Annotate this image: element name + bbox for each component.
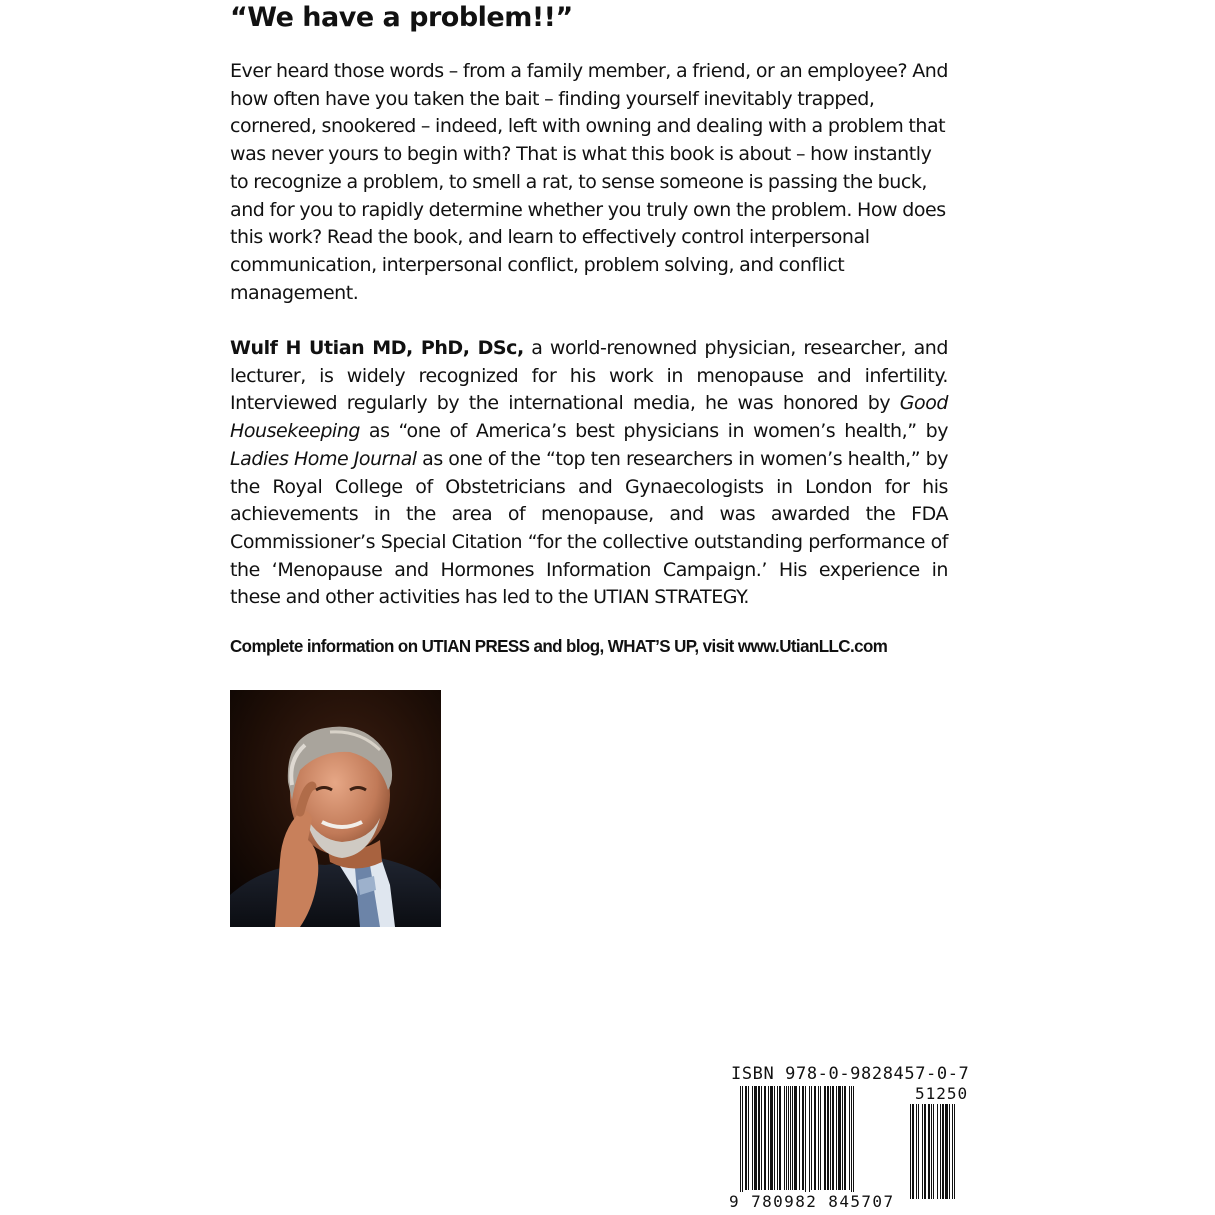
barcode-bar [849, 1086, 850, 1190]
barcode-bar [910, 1104, 911, 1199]
barcode-bar [952, 1104, 953, 1199]
page-title: “We have a problem!!” [230, 2, 573, 33]
barcode-addon-number: 51250 [915, 1084, 969, 1103]
barcode-bar [830, 1086, 831, 1190]
barcode-bar [912, 1104, 914, 1199]
publication-good-housekeeping: Good Housekeeping [230, 392, 948, 443]
price-addon-barcode [910, 1104, 982, 1199]
barcode-bar [754, 1086, 757, 1190]
barcode-bar [752, 1086, 753, 1190]
barcode-bar [942, 1104, 944, 1199]
bio-text-2: as “one of America’s best physicians in women’s health,” by [359, 420, 948, 443]
barcode-bar [774, 1086, 775, 1190]
barcode-bar [770, 1086, 773, 1190]
barcode-bar [827, 1086, 829, 1190]
barcode-bar [924, 1104, 926, 1199]
barcode-bar [786, 1086, 787, 1190]
publisher-info-line: Complete information on UTIAN PRESS and blog, WHAT’S UP, visit www.UtianLLC.com [230, 636, 888, 656]
author-name: Wulf H Utian MD, PhD, DSc, [230, 337, 524, 359]
barcode-bar [818, 1086, 819, 1190]
barcode-bar [824, 1086, 826, 1190]
author-portrait-image [230, 690, 441, 927]
intro-paragraph: Ever heard those words – from a family member, a friend, or an employee? And how often have you taken the bait – finding yourself inevitably trapped, cornered, snookered – indeed, left with owning and dealing with a problem that was never yours to begin with? That is what this book is about – how instantly to recognize a problem, to smell a rat, to sense someone is passing the buck, and for you to rapidly determine whether you truly own the problem. How does this work? Read the book, and learn to effectively control interpersonal communication, interpersonal conflict, problem solving, and conflict management. [230, 60, 948, 304]
barcode-bar [777, 1086, 778, 1190]
barcode-bar [832, 1086, 834, 1190]
bio-text-1: a world-renowned physician, researcher, and lecturer, is widely recognized for his work in menopause and infertility. Interviewed regularly by the international media, he was honored by [230, 337, 948, 415]
barcode-bar [945, 1104, 948, 1199]
barcode-bar [788, 1086, 789, 1190]
barcode-bar [814, 1086, 816, 1190]
barcode-bar [761, 1086, 762, 1190]
barcode-bar [764, 1086, 766, 1190]
barcode-bar [916, 1104, 917, 1199]
barcode-bar [792, 1086, 793, 1190]
barcode-bar [844, 1086, 846, 1190]
barcode-bar [928, 1104, 930, 1199]
barcode-bar [940, 1104, 941, 1199]
barcode-bar [740, 1086, 741, 1200]
barcode-bar [805, 1086, 806, 1200]
barcode-bar [949, 1104, 950, 1199]
barcode-digits: 9 780982 845707 [729, 1192, 895, 1211]
barcode-bar [954, 1104, 955, 1199]
author-photo [230, 690, 441, 927]
bio-text-3: as one of the “top ten researchers in women’s health,” by the Royal College of Obstetricians and Gynaecologists in London for his achievements in the area of menopause, and was awarded the FDA Commissioner’s Special Citation “for the collective outstanding performance of the ‘Menopause and Hormones Information Campaign.’ His experience in these and other activities has led to the UTIAN STRATEGY. [230, 447, 948, 609]
isbn-label: ISBN 978-0-9828457-0-7 [731, 1064, 970, 1084]
barcode-bar [842, 1086, 843, 1190]
barcode-bar [745, 1086, 747, 1190]
barcode-bar [820, 1086, 821, 1190]
barcode-bar [933, 1104, 934, 1199]
barcode-bar [748, 1086, 749, 1190]
barcode-bar [768, 1086, 769, 1190]
barcode-bar [838, 1086, 841, 1190]
barcode-bar [811, 1086, 812, 1190]
barcode-bar [802, 1086, 804, 1190]
barcode-bar [758, 1086, 760, 1190]
publication-ladies-home-journal: Ladies Home Journal [230, 447, 417, 470]
barcode-bar [922, 1104, 923, 1199]
barcode-bar [742, 1086, 743, 1200]
isbn-barcode [740, 1086, 895, 1204]
barcode-bar [851, 1086, 852, 1200]
barcode-bar [779, 1086, 781, 1190]
barcode-bar [918, 1104, 919, 1199]
barcode-bar [931, 1104, 932, 1199]
barcode-bar [799, 1086, 800, 1190]
barcode-bar [937, 1104, 938, 1199]
author-bio-paragraph [230, 335, 948, 612]
barcode-bar [790, 1086, 791, 1190]
barcode-bar [809, 1086, 810, 1200]
barcode-bar [784, 1086, 785, 1190]
barcode-bar [794, 1086, 797, 1190]
barcode-bar [853, 1086, 854, 1200]
barcode-bar [836, 1086, 837, 1190]
